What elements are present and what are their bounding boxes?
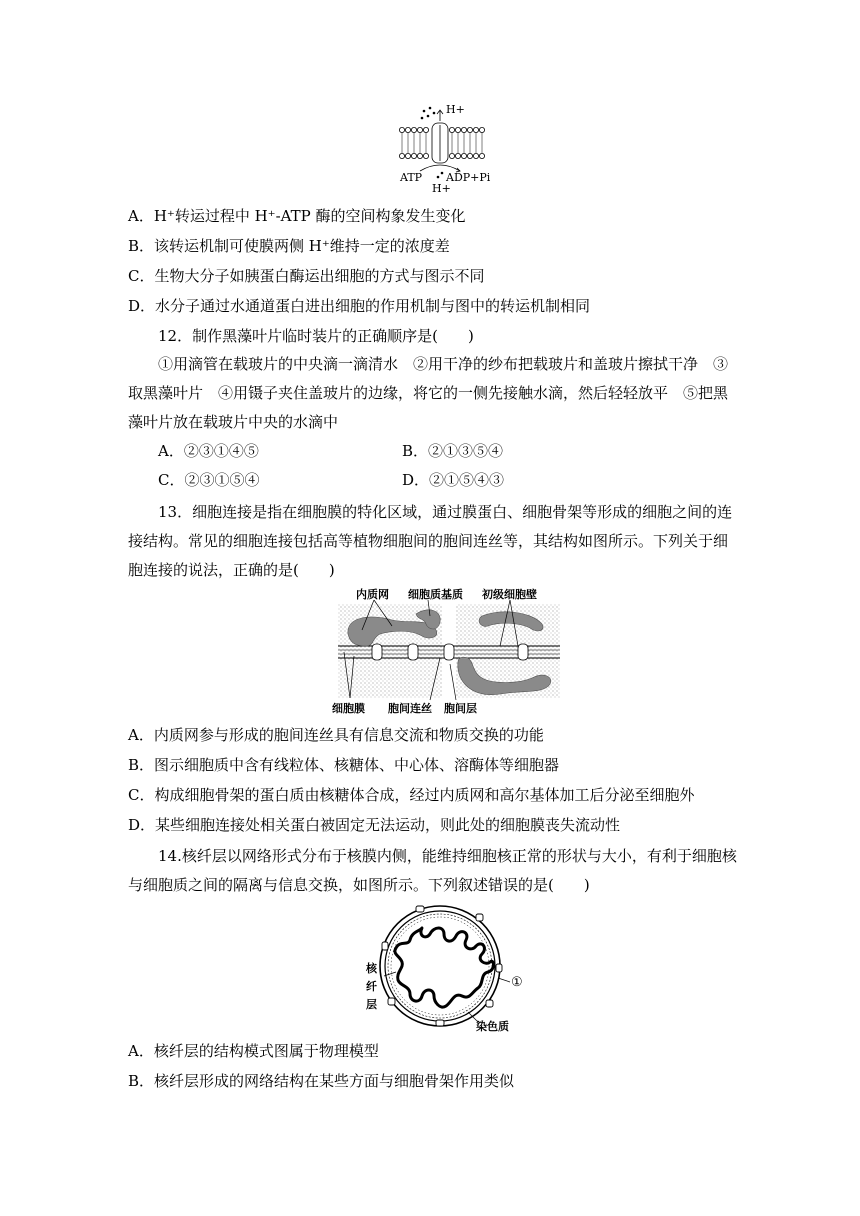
q13-stem-line2: 接结构。常见的细胞连接包括高等植物细胞间的胞间连丝等，其结构如图所示。下列关于细 (128, 532, 729, 550)
q12-stem: 12．制作黑藻叶片临时装片的正确顺序是( ) (158, 327, 474, 345)
h-atpase-figure (392, 103, 502, 193)
q13-option-c: C．构成细胞骨架的蛋白质由核糖体合成，经过内质网和高尔基体加工后分泌至细胞外 (128, 786, 695, 804)
nuclear-pore-5 (486, 1000, 493, 1007)
q12-option-d: D．②①⑤④③ (402, 471, 505, 489)
q11-option-b: B．该转运机制可使膜两侧 H⁺维持一定的浓度差 (128, 237, 450, 255)
label-marker-1: ① (511, 975, 523, 990)
cell-junction-figure (332, 586, 566, 716)
label-cytoplasm-matrix: 细胞质基质 (408, 588, 463, 601)
nuclear-lamina-figure (360, 902, 540, 1034)
nuclear-pore-4 (496, 964, 502, 972)
chromatin-coil (395, 928, 494, 1007)
nuclear-pore-1 (382, 942, 388, 950)
nuclear-pore-6 (436, 1020, 444, 1026)
label-cell-membrane: 细胞膜 (332, 702, 365, 715)
q13-option-d: D．某些细胞连接处相关蛋白被固定无法运动，则此处的细胞膜丧失流动性 (128, 816, 621, 834)
q13-option-b: B．图示细胞质中含有线粒体、核糖体、中心体、溶酶体等细胞器 (128, 756, 560, 774)
label-plasmodesma: 胞间连丝 (388, 702, 432, 715)
q12-option-c: C．②③①⑤④ (158, 471, 260, 489)
q12-option-a: A．②③①④⑤ (158, 442, 259, 460)
label-lamina-2: 纤 (366, 980, 377, 993)
q13-stem-line1: 13．细胞连接是指在细胞膜的特化区域，通过膜蛋白、细胞骨架等形成的细胞之间的连 (158, 503, 733, 521)
atp-label: ATP (400, 171, 423, 184)
q14-stem-line2: 与细胞质之间的隔离与信息交换，如图所示。下列叙述错误的是( ) (128, 876, 590, 894)
q14-option-b: B．核纤层形成的网络结构在某些方面与细胞骨架作用类似 (128, 1072, 515, 1090)
label-er: 内质网 (356, 588, 389, 601)
q12-option-b: B．②①③⑤④ (402, 442, 504, 460)
label-chromatin: 染色质 (476, 1020, 509, 1033)
label-middle-lamella: 胞间层 (444, 702, 477, 715)
q12-body-line3: 藻叶片放在载玻片中央的水滴中 (128, 413, 339, 431)
plasmodesma-channel-4 (518, 644, 528, 660)
q14-option-a: A．核纤层的结构模式图属于物理模型 (128, 1042, 379, 1060)
q12-body-line2: 取黑藻叶片 ④用镊子夹住盖玻片的边缘，将它的一侧先接触水滴，然后轻轻放平 ⑤把黑 (128, 384, 729, 402)
q12-body-line1: ①用滴管在载玻片的中央滴一滴清水 ②用干净的纱布把载玻片和盖玻片擦拭干净 ③ (158, 355, 729, 373)
nuclear-pore-3 (476, 914, 483, 921)
label-primary-wall: 初级细胞壁 (482, 588, 537, 601)
h-plus-top-label: H+ (446, 103, 465, 116)
label-lamina-1: 核 (366, 962, 377, 975)
q13-stem-line3: 胞连接的说法，正确的是( ) (128, 561, 335, 579)
q11-option-c: C．生物大分子如胰蛋白酶运出细胞的方式与图示不同 (128, 267, 485, 285)
plasmodesma-channel-2 (408, 644, 418, 660)
q11-option-d: D．水分子通过水通道蛋白进出细胞的作用机制与图中的转运机制相同 (128, 297, 591, 315)
q13-option-a: A．内质网参与形成的胞间连丝具有信息交流和物质交换的功能 (128, 726, 544, 744)
label-lamina-3: 层 (366, 998, 377, 1011)
plasmodesma-channel-1 (372, 644, 382, 660)
nuclear-pore-7 (388, 998, 395, 1005)
plasmodesma-channel-3 (444, 644, 454, 660)
q14-stem-line1: 14.核纤层以网络形式分布于核膜内侧，能维持细胞核正常的形状与大小，有利于细胞核 (158, 847, 737, 865)
adp-pi-label: ADP+Pi (446, 171, 491, 184)
h-plus-bottom-label: H+ (432, 182, 451, 193)
q11-option-a: A．H⁺转运过程中 H⁺-ATP 酶的空间构象发生变化 (128, 207, 466, 225)
nuclear-pore-2 (416, 906, 424, 912)
